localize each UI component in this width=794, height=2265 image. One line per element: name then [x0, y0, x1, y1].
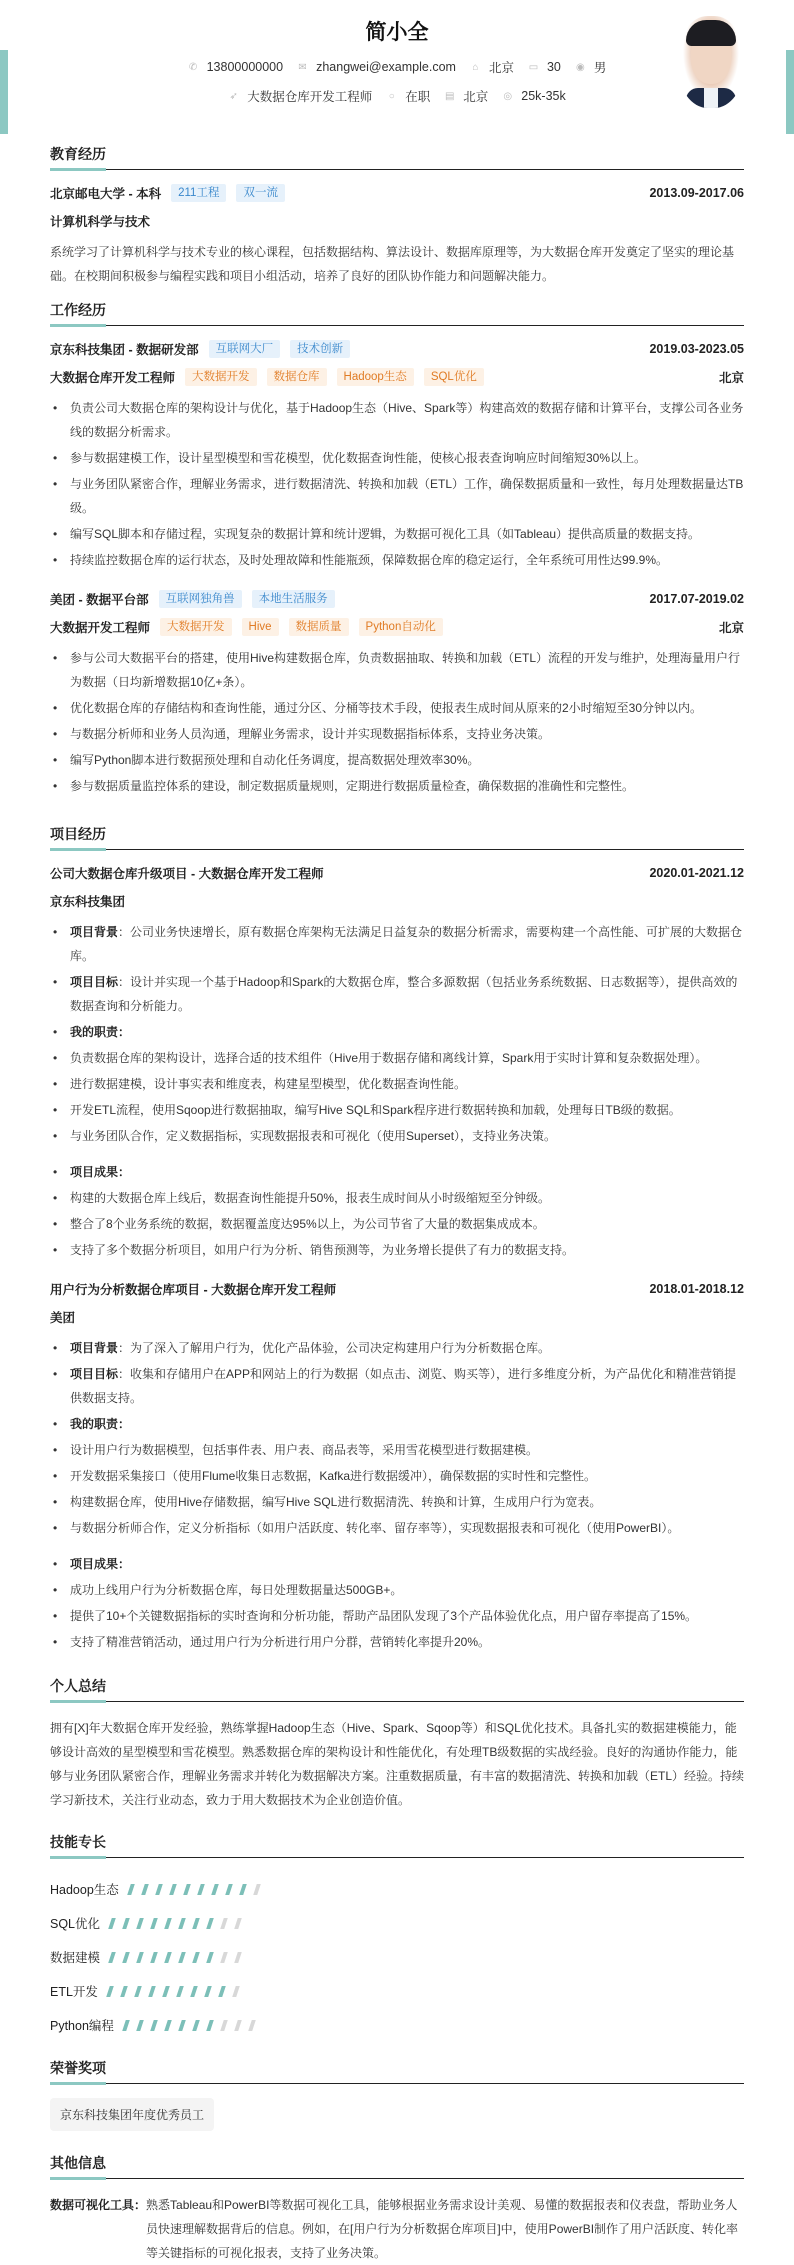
project-company: 京东科技集团 [50, 895, 126, 909]
skill-level-segment [220, 1952, 228, 1963]
company-tag: 技术创新 [290, 340, 350, 358]
skills-list [50, 1872, 744, 2042]
skill-level-segment [192, 1918, 200, 1929]
project-header-row [50, 864, 744, 882]
company-name: 美团 - 数据平台部 [50, 593, 149, 607]
skill-tag: 大数据开发 [185, 368, 257, 386]
awards-section [50, 2058, 744, 2147]
building-icon: ▤ [445, 90, 455, 102]
skill-level-segment [220, 1918, 228, 1929]
project-goal: • 项目目标：设计并实现一个基于Hadoop和Spark的大数据仓库，整合多源数据（包括业务系统数据、日志数据等），提供高效的数据查询和分析能力。 [50, 970, 744, 1018]
skill-level-segment [164, 2020, 172, 2031]
major-row [50, 212, 744, 230]
intent-row [50, 87, 744, 105]
skill-level-segment [155, 1884, 163, 1895]
city-text: 北京 [488, 61, 514, 75]
section-title-work: 工作经历 [50, 300, 744, 326]
skill-row [50, 1906, 744, 1940]
project-entry [50, 1280, 744, 1654]
section-title-skills: 技能专长 [50, 1832, 744, 1858]
skill-level-segment [136, 2020, 144, 2031]
project-results [50, 1160, 744, 1262]
skill-level-segment [206, 1952, 214, 1963]
job-bullets [50, 646, 744, 798]
award-item: 京东科技集团年度优秀员工 [50, 2098, 214, 2131]
skill-level-meter [129, 1884, 269, 1895]
skill-level-segment [108, 1918, 116, 1929]
skill-level-segment [225, 1884, 233, 1895]
project-name: 公司大数据仓库升级项目 - 大数据仓库开发工程师 [50, 867, 324, 881]
skill-level-segment [234, 2020, 242, 2031]
resume-header [50, 0, 744, 140]
job-company-row [50, 340, 744, 358]
salary-item [502, 89, 565, 103]
section-title-awards: 荣誉奖项 [50, 2058, 744, 2084]
city-item [470, 58, 514, 76]
job-bullet: • 参与数据建模工作，设计星型模型和雪花模型，优化数据查询性能，使核心报表查询响应时间缩短30%以上。 [50, 446, 744, 470]
skill-level-segment [204, 1986, 212, 1997]
project-result-label: • 项目成果： [50, 1160, 744, 1184]
skill-tag: 数据质量 [289, 618, 349, 636]
skill-level-segment [127, 1884, 135, 1895]
skill-tag: 数据仓库 [267, 368, 327, 386]
project-result: • 提供了10+个关键数据指标的实时查询和分析功能，帮助产品团队发现了3个产品体验优化点，用户留存率提高了15%。 [50, 1604, 744, 1628]
avatar-photo [678, 16, 744, 108]
project-duty: • 设计用户行为数据模型，包括事件表、用户表、商品表等，采用雪花模型进行数据建模。 [50, 1438, 744, 1462]
phone-icon: ✆ [188, 61, 198, 73]
job-bullet: • 与业务团队紧密合作，理解业务需求，进行数据清洗、转换和加载（ETL）工作，确保数据质量和一致性，每月处理数据量达TB级。 [50, 472, 744, 520]
skill-level-segment [164, 1918, 172, 1929]
section-title-other: 其他信息 [50, 2153, 744, 2179]
job-bullet: • 持续监控数据仓库的运行状态，及时处理故障和性能瓶颈，保障数据仓库的稳定运行，全年系统可用性达99.9%。 [50, 548, 744, 572]
other-info-row [50, 2193, 744, 2265]
skill-level-segment [183, 1884, 191, 1895]
section-title-education: 教育经历 [50, 144, 744, 170]
skill-level-segment [190, 1986, 198, 1997]
work-section [50, 300, 744, 798]
skill-name: 数据建模 [50, 1951, 101, 1965]
skill-level-segment [122, 2020, 130, 2031]
job-bullet: • 编写Python脚本进行数据预处理和自动化任务调度，提高数据处理效率30%。 [50, 748, 744, 772]
project-result: • 支持了多个数据分析项目，如用户行为分析、销售预测等，为业务增长提供了有力的数据支持。 [50, 1238, 744, 1262]
project-duty: • 开发数据采集接口（使用Flume收集日志数据，Kafka进行数据缓冲），确保数据的实时性和完整性。 [50, 1464, 744, 1488]
summary-text: 拥有[X]年大数据仓库开发经验，熟练掌握Hadoop生态（Hive、Spark、Sqoop等）和SQL优化技术。具备扎实的数据建模能力，能够设计高效的星型模型和雪花模型。熟悉数据仓库的架构设计和性能优化，有处理TB级数据的实战经验。良好的沟通协作能力，能够与业务团队紧密合作，理解业务需求并转化为数据解决方案。注重数据质量，有丰富的数据清洗、转换和加载（ETL）经验。持续学习新技术，关注行业动态，致力于用大数据技术为企业创造价值。 [50, 1721, 745, 1807]
age-item [528, 60, 561, 74]
skill-tag: 大数据开发 [160, 618, 232, 636]
job-date: 2017.07-2019.02 [649, 592, 744, 606]
project-result-label: • 项目成果： [50, 1552, 744, 1576]
summary-section [50, 1676, 744, 1812]
phone-item [188, 60, 283, 74]
company-name: 京东科技集团 - 数据研发部 [50, 343, 199, 357]
major-name: 计算机科学与技术 [50, 215, 151, 229]
skill-level-segment [192, 1952, 200, 1963]
email-item [297, 60, 456, 74]
project-company: 美团 [50, 1311, 76, 1325]
position-name: 大数据开发工程师 [50, 621, 151, 635]
skill-level-segment [206, 2020, 214, 2031]
other-info-text: 熟悉Tableau和PowerBI等数据可视化工具，能够根据业务需求设计美观、易懂的数据报表和仪表盘，帮助业务人员快速理解数据背后的信息。例如，在[用户行为分析数据仓库项目]中，使用PowerBI制作了用户活跃度、转化率等关键指标的可视化报表，支持了业务决策。 [146, 2198, 739, 2260]
job-location: 北京 [718, 621, 744, 635]
skill-name: SQL优化 [50, 1917, 101, 1931]
project-company-row [50, 892, 744, 910]
project-header-row [50, 1280, 744, 1298]
project-bullets [50, 920, 744, 1148]
project-bullets [50, 1336, 744, 1540]
job-status-item [386, 87, 430, 105]
skill-level-segment [120, 1986, 128, 1997]
target-city-text: 北京 [463, 90, 489, 104]
job-position-row [50, 618, 744, 636]
skill-level-segment [176, 1986, 184, 1997]
project-result: • 整合了8个业务系统的数据，数据覆盖度达95%以上，为公司节省了大量的数据集成成本。 [50, 1212, 744, 1236]
skill-level-segment [106, 1986, 114, 1997]
skill-tag: Hadoop生态 [337, 368, 414, 386]
contact-row [50, 58, 744, 76]
company-tag: 互联网大厂 [209, 340, 281, 358]
age-icon: ▭ [528, 61, 539, 73]
job-position-row [50, 368, 744, 386]
education-date: 2013.09-2017.06 [649, 186, 744, 200]
gender-icon: ◉ [575, 61, 585, 73]
skill-level-meter [110, 1952, 250, 1963]
job-bullets [50, 396, 744, 572]
project-date: 2020.01-2021.12 [649, 866, 744, 880]
email-text: zhangwei@example.com [316, 60, 456, 74]
skill-level-segment [150, 2020, 158, 2031]
project-company-row [50, 1308, 744, 1326]
skill-level-segment [232, 1986, 240, 1997]
project-result: • 成功上线用户行为分析数据仓库，每日处理数据量达500GB+。 [50, 1578, 744, 1602]
skill-level-segment [178, 2020, 186, 2031]
skill-level-segment [122, 1952, 130, 1963]
project-duty: • 与业务团队合作，定义数据指标，实现数据报表和可视化（使用Superset），支持业务决策。 [50, 1124, 744, 1148]
phone-text: 13800000000 [206, 60, 284, 74]
skill-level-segment [150, 1952, 158, 1963]
skill-level-segment [220, 2020, 228, 2031]
project-duty: • 负责数据仓库的架构设计，选择合适的技术组件（Hive用于数据存储和离线计算，Spark用于实时计算和复杂数据处理）。 [50, 1046, 744, 1070]
project-duty: • 构建数据仓库，使用Hive存储数据，编写Hive SQL进行数据清洗、转换和计算，生成用户行为宽表。 [50, 1490, 744, 1514]
candidate-name: 简小全 [365, 21, 429, 44]
project-name: 用户行为分析数据仓库项目 - 大数据仓库开发工程师 [50, 1283, 337, 1297]
skill-level-segment [197, 1884, 205, 1895]
job-bullet: • 优化数据仓库的存储结构和查询性能，通过分区、分桶等技术手段，使报表生成时间从原来的2小时缩短至30分钟以内。 [50, 696, 744, 720]
skill-level-segment [136, 1918, 144, 1929]
skill-level-segment [192, 2020, 200, 2031]
skill-row [50, 1974, 744, 2008]
job-entry [50, 340, 744, 572]
target-position-text: 大数据仓库开发工程师 [247, 90, 373, 104]
salary-text: 25k-35k [521, 89, 566, 103]
skill-level-segment [239, 1884, 247, 1895]
gender-text: 男 [593, 61, 607, 75]
skill-tag: SQL优化 [424, 368, 484, 386]
skill-level-segment [178, 1952, 186, 1963]
skill-level-segment [234, 1918, 242, 1929]
school-name: 北京邮电大学 - 本科 [50, 187, 162, 201]
project-result: • 构建的大数据仓库上线后，数据查询性能提升50%，报表生成时间从小时级缩短至分钟级。 [50, 1186, 744, 1210]
skills-section [50, 1832, 744, 2042]
skill-name: ETL开发 [50, 1985, 98, 1999]
job-location: 北京 [718, 371, 744, 385]
skill-level-segment [141, 1884, 149, 1895]
education-section [50, 144, 744, 288]
gender-item [575, 58, 607, 76]
section-title-summary: 个人总结 [50, 1676, 744, 1702]
skill-name: Python编程 [50, 2019, 114, 2033]
education-header-row [50, 184, 744, 202]
job-bullet: • 与数据分析师和业务人员沟通，理解业务需求，设计并实现数据指标体系，支持业务决策。 [50, 722, 744, 746]
skill-level-meter [110, 1918, 250, 1929]
school-tag: 双一流 [236, 184, 285, 202]
job-bullet: • 参与公司大数据平台的搭建，使用Hive构建数据仓库，负责数据抽取、转换和加载（ETL）流程的开发与维护，处理海量用户行为数据（日均新增数据10亿+条）。 [50, 646, 744, 694]
project-results [50, 1552, 744, 1654]
send-icon: ➶ [229, 90, 238, 102]
skill-level-segment [253, 1884, 261, 1895]
company-tag: 本地生活服务 [252, 590, 335, 608]
skill-level-meter [108, 1986, 248, 1997]
skill-row [50, 2008, 744, 2042]
skill-level-segment [169, 1884, 177, 1895]
skill-level-segment [211, 1884, 219, 1895]
education-description: 系统学习了计算机科学与技术专业的核心课程，包括数据结构、算法设计、数据库原理等，为大数据仓库开发奠定了坚实的理论基础。在校期间积极参与编程实践和项目小组活动，培养了良好的团队协作能力和问题解决能力。 [50, 245, 735, 283]
job-entry [50, 590, 744, 798]
school-tag: 211工程 [171, 184, 226, 202]
home-icon: ⌂ [472, 61, 479, 73]
skill-level-segment [164, 1952, 172, 1963]
job-bullet: • 参与数据质量监控体系的建设，制定数据质量规则，定期进行数据质量检查，确保数据的准确性和完整性。 [50, 774, 744, 798]
project-background: • 项目背景：为了深入了解用户行为，优化产品体验，公司决定构建用户行为分析数据仓库。 [50, 1336, 744, 1360]
skill-level-meter [124, 2020, 264, 2031]
skill-level-segment [178, 1918, 186, 1929]
skill-level-segment [122, 1918, 130, 1929]
job-date: 2019.03-2023.05 [649, 342, 744, 356]
project-goal: • 项目目标：收集和存储用户在APP和网站上的行为数据（如点击、浏览、购买等），进行多维度分析，为产品优化和精准营销提供数据支持。 [50, 1362, 744, 1410]
project-result: • 支持了精准营销活动，通过用户行为分析进行用户分群，营销转化率提升20%。 [50, 1630, 744, 1654]
target-position-item [228, 87, 372, 105]
job-status-text: 在职 [405, 90, 431, 104]
skill-level-segment [206, 1918, 214, 1929]
section-title-projects: 项目经历 [50, 824, 744, 850]
age-text: 30 [546, 60, 561, 74]
project-duty: • 与数据分析师合作，定义分析指标（如用户活跃度、转化率、留存率等），实现数据报表和可视化（使用PowerBI）。 [50, 1516, 744, 1540]
project-duty: • 开发ETL流程，使用Sqoop进行数据抽取，编写Hive SQL和Spark程序进行数据转换和加载，处理每日TB级的数据。 [50, 1098, 744, 1122]
project-duty-label: • 我的职责： [50, 1412, 744, 1436]
mail-icon: ✉ [298, 61, 307, 73]
company-tag: 互联网独角兽 [159, 590, 242, 608]
project-date: 2018.01-2018.12 [649, 1282, 744, 1296]
skill-level-segment [150, 1918, 158, 1929]
other-section [50, 2153, 744, 2265]
project-background: • 项目背景：公司业务快速增长，原有数据仓库架构无法满足日益复杂的数据分析需求，需要构建一个高性能、可扩展的大数据仓库。 [50, 920, 744, 968]
skill-level-segment [108, 1952, 116, 1963]
skill-level-segment [148, 1986, 156, 1997]
project-entry [50, 864, 744, 1262]
skill-name: Hadoop生态 [50, 1883, 119, 1897]
skill-tag: Hive [242, 618, 279, 636]
target-city-item [444, 87, 488, 105]
salary-icon: ◎ [503, 90, 513, 102]
skill-level-segment [162, 1986, 170, 1997]
skill-row [50, 1940, 744, 1974]
skill-level-segment [218, 1986, 226, 1997]
job-company-row [50, 590, 744, 608]
skill-level-segment [234, 1952, 242, 1963]
skill-tag: Python自动化 [359, 618, 443, 636]
status-icon: ○ [388, 90, 395, 102]
position-name: 大数据仓库开发工程师 [50, 371, 176, 385]
skill-level-segment [136, 1952, 144, 1963]
other-info-label: 数据可视化工具： [50, 2198, 147, 2212]
job-bullet: • 负责公司大数据仓库的架构设计与优化，基于Hadoop生态（Hive、Spark等）构建高效的数据存储和计算平台，支撑公司各业务线的数据分析需求。 [50, 396, 744, 444]
project-duty-label: • 我的职责： [50, 1020, 744, 1044]
skill-row [50, 1872, 744, 1906]
projects-section [50, 824, 744, 1654]
skill-level-segment [248, 2020, 256, 2031]
skill-level-segment [134, 1986, 142, 1997]
project-duty: • 进行数据建模，设计事实表和维度表，构建星型模型，优化数据查询性能。 [50, 1072, 744, 1096]
job-bullet: • 编写SQL脚本和存储过程，实现复杂的数据计算和统计逻辑，为数据可视化工具（如Tableau）提供高质量的数据支持。 [50, 522, 744, 546]
